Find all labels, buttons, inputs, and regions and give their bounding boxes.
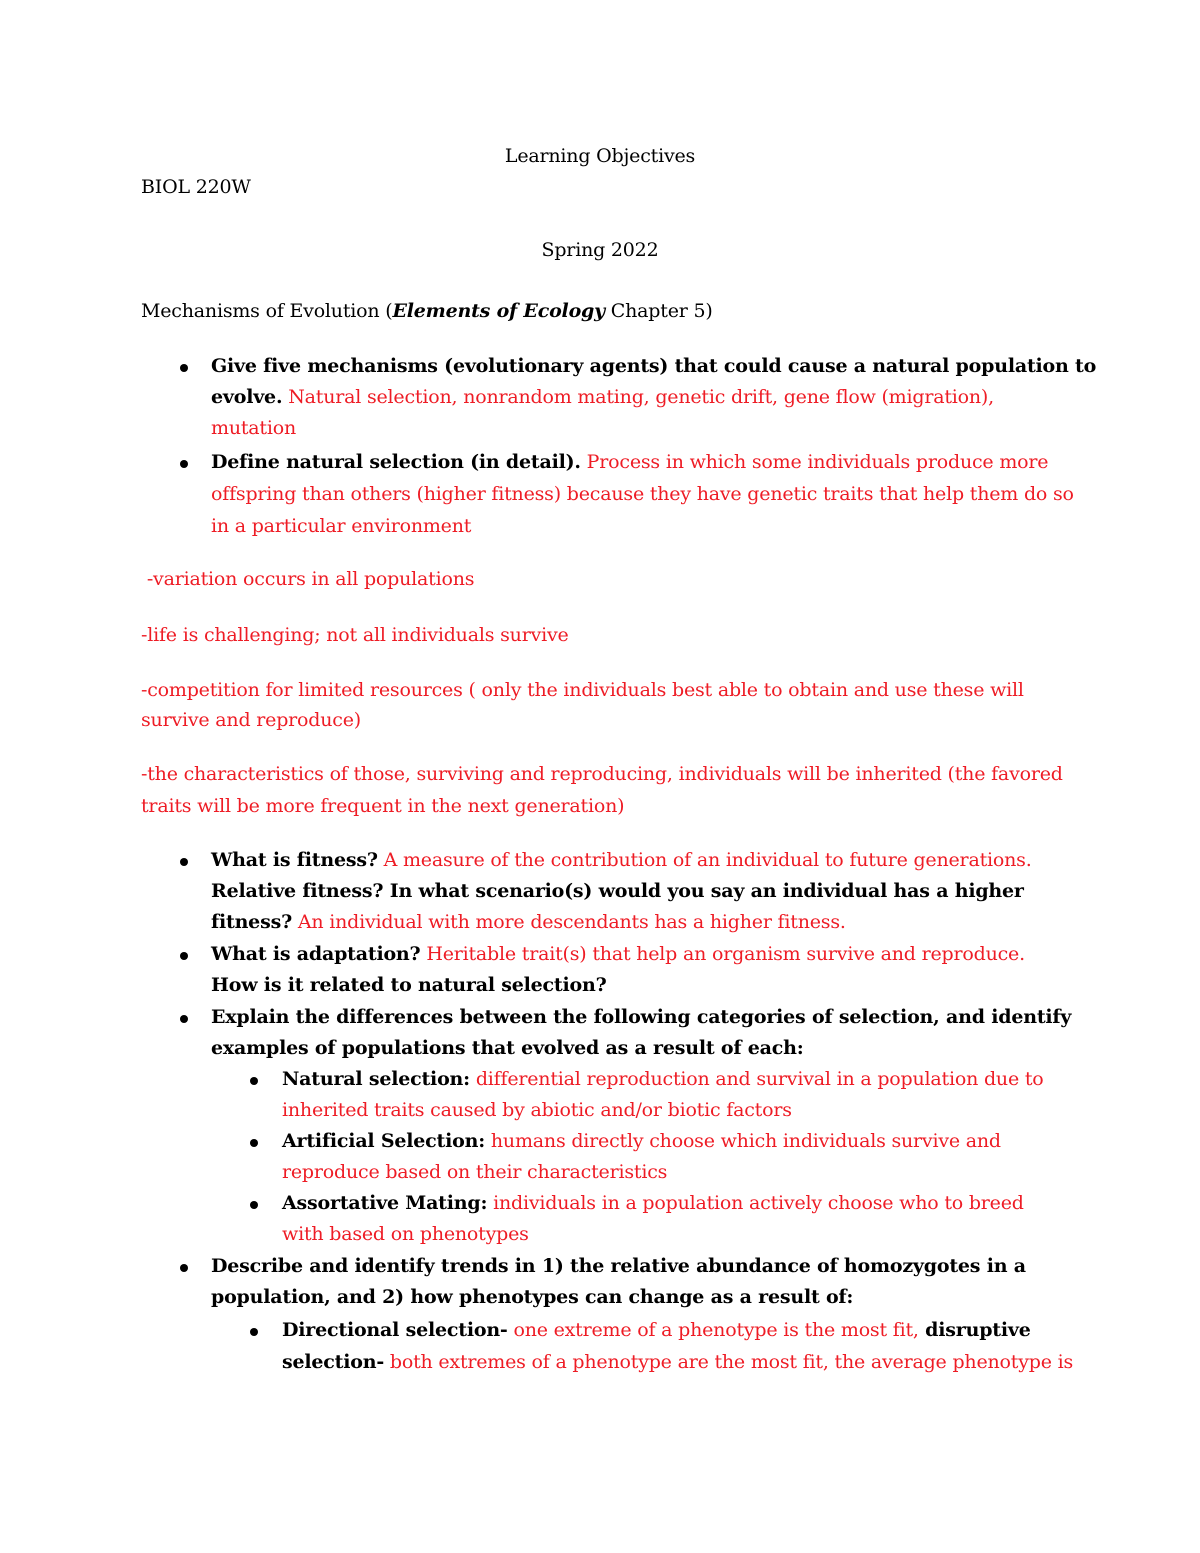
question-mechanisms-line2 (211, 382, 994, 413)
term-label: selection- (282, 1351, 385, 1373)
note-text: -the characteristics of those, surviving and reproducing, individuals will be inherited (the favored (141, 763, 1063, 785)
note-inheritance (141, 759, 1063, 790)
question-text: Relative fitness? In what scenario(s) would you say an individual has a higher (211, 880, 1024, 902)
bullet-icon (180, 460, 188, 468)
bullet-icon (180, 364, 188, 372)
answer-text: offspring than others (higher fitness) because they have genetic traits that help them do so (211, 483, 1074, 505)
sub-artificial-selection (282, 1126, 1001, 1157)
bullet-icon (250, 1328, 258, 1336)
section-book-title: Elements of Ecology (392, 300, 605, 322)
answer-text: humans directly choose which individuals survive and (485, 1130, 1001, 1152)
title-text: Learning Objectives (504, 145, 696, 167)
question-text: Describe and identify trends in 1) the relative abundance of homozygotes in a (211, 1255, 1026, 1277)
answer-text: one extreme of a phenotype is the most fit, (507, 1319, 919, 1341)
note-competition-line2 (141, 705, 361, 736)
answer-mechanisms-line3 (211, 413, 296, 444)
note-competition (141, 675, 1024, 706)
answer-text: An individual with more descendants has a higher fitness. (292, 911, 846, 933)
question-relative-fitness-line2 (211, 907, 846, 938)
bullet-icon (180, 1015, 188, 1023)
question-text: population, and 2) how phenotypes can change as a result of: (211, 1286, 854, 1308)
question-text: examples of populations that evolved as a result of each: (211, 1037, 804, 1059)
question-trends-line2 (211, 1282, 853, 1313)
question-text: fitness? (211, 911, 292, 933)
section-heading (141, 296, 713, 327)
bullet-icon (250, 1201, 258, 1209)
sub-directional-selection (282, 1315, 1031, 1346)
sub-assortative-mating (282, 1188, 1024, 1219)
note-text: -competition for limited resources ( only the individuals best able to obtain and use these will (141, 679, 1024, 701)
answer-text: both extremes of a phenotype are the most fit, the average phenotype is (384, 1351, 1074, 1373)
sub-assortative-mating-line2 (282, 1219, 529, 1250)
question-text: How is it related to natural selection? (211, 974, 607, 996)
question-text: What is fitness? (211, 849, 378, 871)
note-inheritance-line2 (141, 791, 624, 822)
term-text: Spring 2022 (541, 239, 659, 261)
term-label: Directional selection- (282, 1319, 508, 1341)
question-text: What is adaptation? (211, 943, 421, 965)
answer-text: Heritable trait(s) that help an organism survive and reproduce. (420, 943, 1025, 965)
course-code (141, 172, 251, 203)
document-title (0, 141, 1200, 172)
note-text: -variation occurs in all populations (141, 568, 475, 590)
question-categories (211, 1002, 1071, 1033)
question-natural-selection (211, 447, 1048, 478)
answer-text: Natural selection, nonrandom mating, genetic drift, gene flow (migration), (282, 386, 994, 408)
answer-text: Process in which some individuals produce more (580, 451, 1049, 473)
note-challenging (141, 620, 569, 651)
bullet-icon (180, 952, 188, 960)
question-text: Define natural selection (in detail). (211, 451, 581, 473)
note-text: survive and reproduce) (141, 709, 361, 731)
question-adaptation-line2 (211, 970, 607, 1001)
question-text: Explain the differences between the following categories of selection, and identify (211, 1006, 1072, 1028)
answer-text: A measure of the contribution of an individual to future generations. (377, 849, 1032, 871)
question-adaptation (211, 939, 1025, 970)
bullet-icon (180, 1264, 188, 1272)
note-text: -life is challenging; not all individuals survive (141, 624, 569, 646)
term-label: Assortative Mating: (282, 1192, 488, 1214)
term-label: Artificial Selection: (282, 1130, 486, 1152)
question-categories-line2 (211, 1033, 804, 1064)
course-text: BIOL 220W (141, 176, 251, 198)
answer-natural-selection-line2 (211, 479, 1074, 510)
term (0, 235, 1200, 266)
note-variation (141, 564, 474, 595)
sub-disruptive-selection (282, 1347, 1073, 1378)
term-label: disruptive (918, 1319, 1031, 1341)
sub-natural-selection-line2 (282, 1095, 792, 1126)
question-mechanisms (211, 351, 1096, 382)
bullet-icon (250, 1139, 258, 1147)
answer-text: individuals in a population actively choose who to breed (487, 1192, 1024, 1214)
answer-text: mutation (211, 417, 297, 439)
sub-natural-selection (282, 1064, 1044, 1095)
answer-text: differential reproduction and survival in a population due to (469, 1068, 1044, 1090)
note-text: traits will be more frequent in the next generation) (141, 795, 625, 817)
answer-text: in a particular environment (211, 515, 472, 537)
question-relative-fitness (211, 876, 1024, 907)
answer-text: inherited traits caused by abiotic and/or biotic factors (282, 1099, 792, 1121)
answer-text: with based on phenotypes (282, 1223, 529, 1245)
question-text: evolve. (211, 386, 283, 408)
bullet-icon (250, 1077, 258, 1085)
term-label: Natural selection: (282, 1068, 470, 1090)
question-fitness (211, 845, 1032, 876)
question-trends (211, 1251, 1026, 1282)
question-text: Give five mechanisms (evolutionary agents) that could cause a natural population to (211, 355, 1097, 377)
answer-natural-selection-line3 (211, 511, 471, 542)
answer-text: reproduce based on their characteristics (282, 1161, 668, 1183)
bullet-icon (180, 858, 188, 866)
sub-artificial-selection-line2 (282, 1157, 667, 1188)
section-prefix: Mechanisms of Evolution ( (141, 300, 393, 322)
section-suffix: Chapter 5) (604, 300, 713, 322)
